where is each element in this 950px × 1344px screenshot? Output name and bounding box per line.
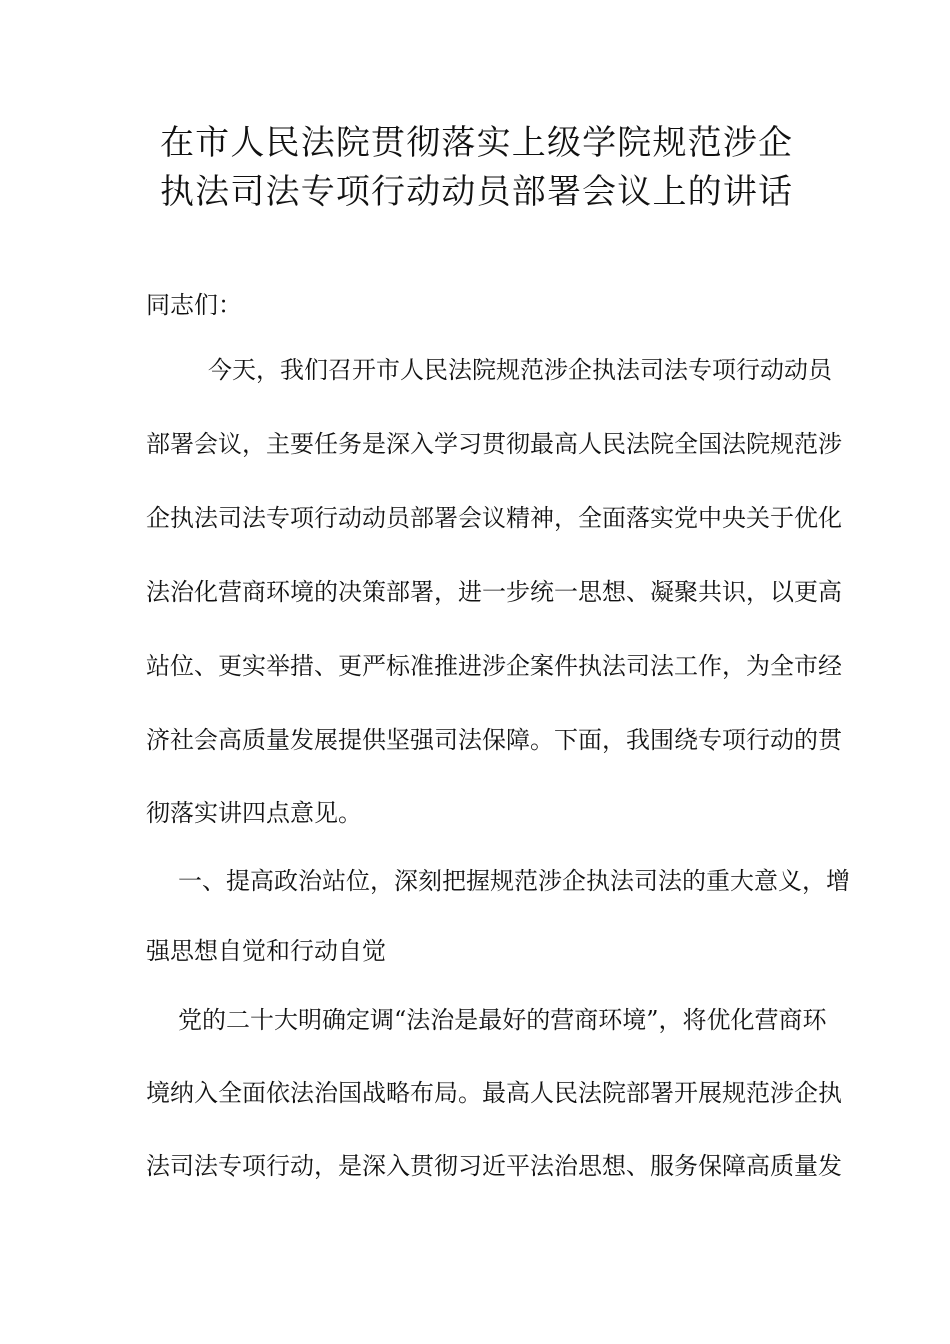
document-title-line-2: 执法司法专项行动动员部署会议上的讲话 bbox=[160, 172, 792, 212]
body-line: 部署会议，主要任务是深入学习贯彻最高人民法院全国法院规范涉 bbox=[146, 430, 842, 458]
body-line: 济社会高质量发展提供坚强司法保障。下面，我围绕专项行动的贯 bbox=[146, 726, 842, 754]
body-line: 企执法司法专项行动动员部署会议精神，全面落实党中央关于优化 bbox=[146, 504, 842, 532]
body-line: 境纳入全面依法治国战略布局。最高人民法院部署开展规范涉企执 bbox=[146, 1079, 842, 1107]
section-heading-line: 强思想自觉和行动自觉 bbox=[146, 937, 386, 965]
body-line: 今天，我们召开市人民法院规范涉企执法司法专项行动动员 bbox=[208, 356, 832, 384]
body-line: 党的二十大明确定调“法治是最好的营商环境”，将优化营商环 bbox=[178, 1006, 827, 1034]
section-heading-line: 一、提高政治站位，深刻把握规范涉企执法司法的重大意义，增 bbox=[178, 867, 850, 895]
body-line: 站位、更实举措、更严标准推进涉企案件执法司法工作，为全市经 bbox=[146, 652, 842, 680]
body-line: 法治化营商环境的决策部署，进一步统一思想、凝聚共识，以更高 bbox=[146, 578, 842, 606]
body-line: 彻落实讲四点意见。 bbox=[146, 799, 362, 827]
document-title-line-1: 在市人民法院贯彻落实上级学院规范涉企 bbox=[160, 123, 792, 163]
salutation: 同志们： bbox=[146, 291, 242, 319]
body-line: 法司法专项行动，是深入贯彻习近平法治思想、服务保障高质量发 bbox=[146, 1152, 842, 1180]
